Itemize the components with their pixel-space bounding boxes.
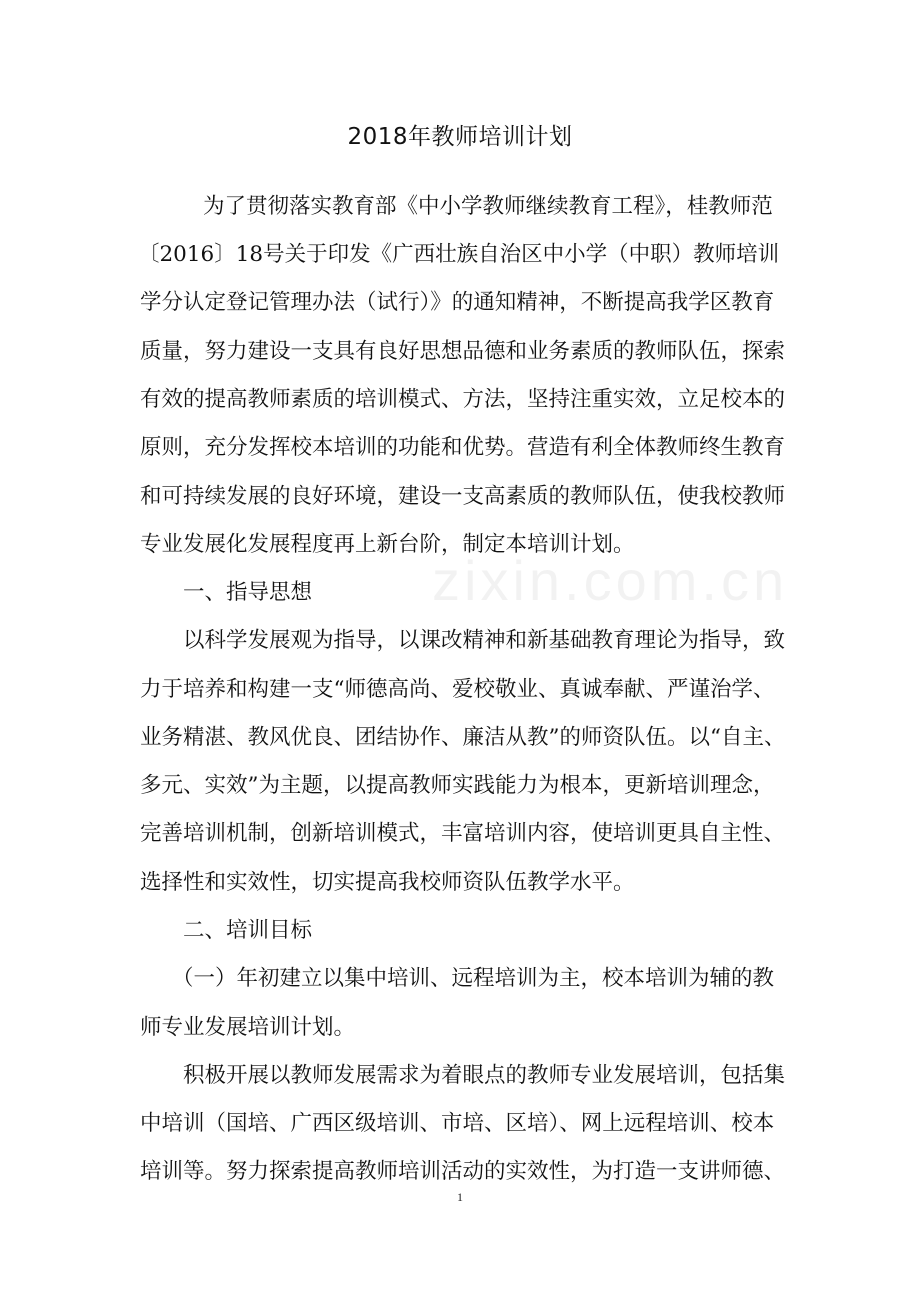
body-line: 和可持续发展的良好环境，建设一支高素质的教师队伍，使我校教师 xyxy=(140,484,786,509)
body-line: 完善培训机制，创新培训模式，丰富培训内容，使培训更具自主性、 xyxy=(140,821,786,846)
body-line: 培训等。努力探索提高教师培训活动的实效性，为打造一支讲师德、 xyxy=(140,1159,786,1184)
body-line: 中培训（国培、广西区级培训、市培、区培）、网上远程培训、校本 xyxy=(140,1111,775,1136)
section-heading: 二、培训目标 xyxy=(183,918,313,943)
body-line: 学分认定登记管理办法（试行）》的通知精神，不断提高我学区教育 xyxy=(140,290,775,315)
body-line: 选择性和实效性，切实提高我校师资队伍教学水平。 xyxy=(140,870,635,895)
body-line: 业务精湛、教风优良、团结协作、廉洁从教”的师资队伍。以“自主、 xyxy=(140,725,786,750)
body-line: 有效的提高教师素质的培训模式、方法，坚持注重实效，立足校本的 xyxy=(140,387,786,412)
watermark: zixin.com.cn xyxy=(432,549,789,612)
body-line: 力于培养和构建一支“师德高尚、爱校敬业、真诚奉献、严谨治学、 xyxy=(140,677,775,702)
body-line: 专业发展化发展程度再上新台阶，制定本培训计划。 xyxy=(140,532,635,557)
section-heading: 一、指导思想 xyxy=(183,580,313,605)
body-line: 以科学发展观为指导，以课改精神和新基础教育理论为指导，致 xyxy=(183,628,786,653)
page-number: 1 xyxy=(457,1190,463,1204)
body-line: 质量，努力建设一支具有良好思想品德和业务素质的教师队伍，探索 xyxy=(140,339,786,364)
body-line: 〔2016〕18号关于印发《广西壮族自治区中小学（中职）教师培训 xyxy=(138,242,780,267)
body-line: 多元、实效”为主题，以提高教师实践能力为根本，更新培训理念， xyxy=(140,773,775,798)
body-line: 师专业发展培训计划。 xyxy=(140,1015,356,1040)
body-line: 为了贯彻落实教育部《中小学教师继续教育工程》，桂教师范 xyxy=(203,194,773,219)
body-line: （一）年初建立以集中培训、远程培训为主，校本培训为辅的教 xyxy=(172,966,775,991)
body-line: 积极开展以教师发展需求为着眼点的教师专业发展培训，包括集 xyxy=(183,1063,786,1088)
body-line: 原则，充分发挥校本培训的功能和优势。营造有利全体教师终生教育 xyxy=(140,435,786,460)
document-title: 2018年教师培训计划 xyxy=(347,124,573,150)
